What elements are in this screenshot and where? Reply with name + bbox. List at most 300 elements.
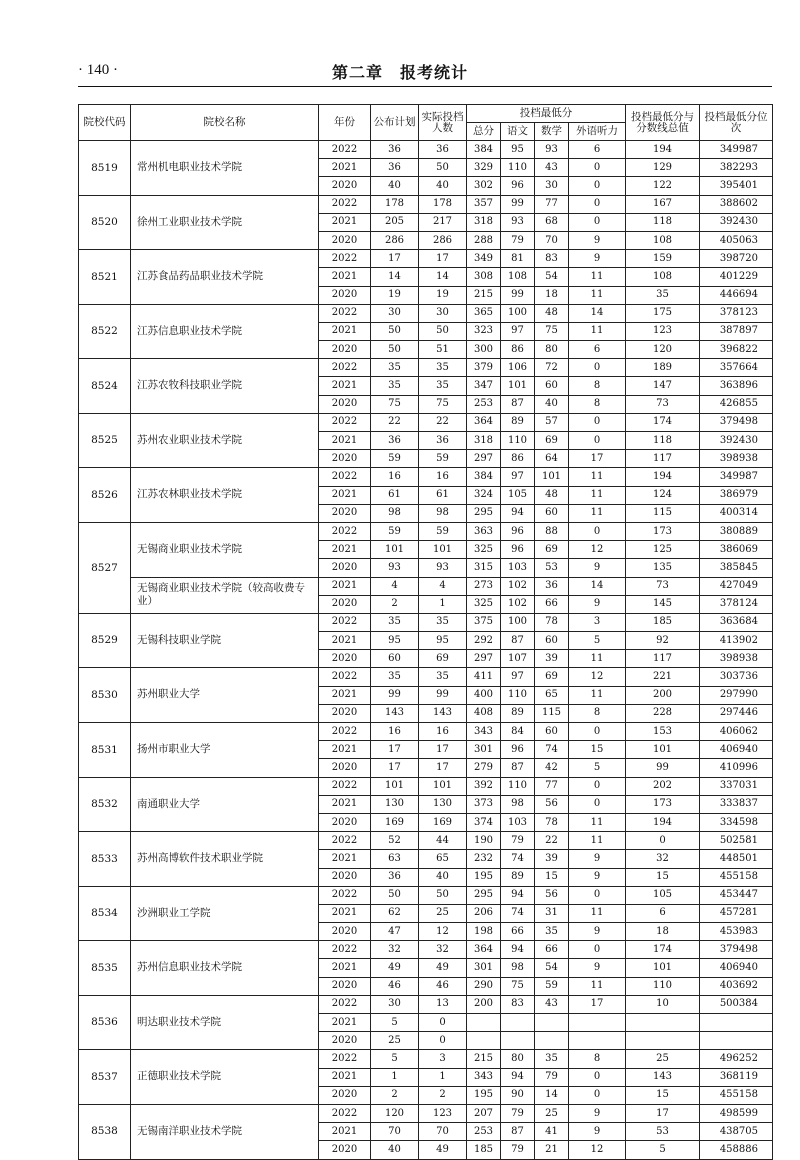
cell-actual: 50 (419, 886, 467, 904)
cell-year: 2021 (319, 159, 371, 177)
school-code: 8530 (79, 668, 131, 723)
cell-plan: 14 (371, 268, 419, 286)
cell-chinese: 96 (501, 177, 535, 195)
cell-actual: 99 (419, 686, 467, 704)
cell-diff: 202 (626, 777, 700, 795)
cell-diff (626, 1032, 700, 1050)
cell-year: 2022 (319, 141, 371, 159)
cell-rank: 386979 (700, 486, 773, 504)
cell-chinese: 89 (501, 413, 535, 431)
cell-plan: 49 (371, 959, 419, 977)
cell-diff: 92 (626, 632, 700, 650)
cell-year: 2022 (319, 777, 371, 795)
cell-chinese: 98 (501, 959, 535, 977)
page-header (0, 0, 800, 100)
cell-math: 35 (535, 923, 569, 941)
cell-rank: 453983 (700, 923, 773, 941)
cell-actual: 169 (419, 813, 467, 831)
cell-chinese: 94 (501, 1068, 535, 1086)
cell-math: 88 (535, 522, 569, 540)
cell-year: 2021 (319, 686, 371, 704)
cell-math: 21 (535, 1141, 569, 1159)
cell-listening: 0 (569, 213, 626, 231)
cell-chinese: 74 (501, 904, 535, 922)
cell-plan: 101 (371, 777, 419, 795)
school-name: 江苏食品药品职业技术学院 (131, 250, 319, 305)
cell-actual: 95 (419, 632, 467, 650)
school-code: 8537 (79, 1050, 131, 1105)
cell-total: 273 (467, 577, 501, 595)
cell-actual: 14 (419, 268, 467, 286)
cell-total: 318 (467, 432, 501, 450)
cell-year: 2021 (319, 432, 371, 450)
table-row (79, 577, 773, 595)
cell-total: 301 (467, 959, 501, 977)
cell-chinese: 95 (501, 141, 535, 159)
cell-diff: 228 (626, 704, 700, 722)
cell-diff: 118 (626, 213, 700, 231)
cell-chinese: 75 (501, 977, 535, 995)
cell-plan: 75 (371, 395, 419, 413)
col-name: 院校名称 (131, 105, 319, 141)
cell-listening: 0 (569, 941, 626, 959)
cell-actual: 1 (419, 595, 467, 613)
school-name: 苏州职业大学 (131, 668, 319, 723)
cell-actual: 13 (419, 995, 467, 1013)
cell-total: 215 (467, 286, 501, 304)
cell-year: 2020 (319, 1032, 371, 1050)
cell-rank: 357664 (700, 359, 773, 377)
cell-listening: 5 (569, 632, 626, 650)
cell-rank: 500384 (700, 995, 773, 1013)
cell-actual: 17 (419, 759, 467, 777)
cell-total: 295 (467, 886, 501, 904)
cell-diff: 101 (626, 741, 700, 759)
cell-plan: 50 (371, 886, 419, 904)
table-row (79, 668, 773, 686)
cell-diff: 15 (626, 868, 700, 886)
cell-plan: 19 (371, 286, 419, 304)
cell-rank: 386069 (700, 541, 773, 559)
cell-listening: 11 (569, 468, 626, 486)
cell-listening: 9 (569, 231, 626, 249)
cell-rank: 405063 (700, 231, 773, 249)
cell-actual: 59 (419, 522, 467, 540)
cell-rank: 363684 (700, 613, 773, 631)
school-name: 常州机电职业技术学院 (131, 141, 319, 196)
cell-diff: 117 (626, 450, 700, 468)
cell-diff: 15 (626, 1086, 700, 1104)
cell-year: 2020 (319, 286, 371, 304)
cell-listening: 11 (569, 650, 626, 668)
cell-year: 2020 (319, 231, 371, 249)
cell-total: 374 (467, 813, 501, 831)
cell-year: 2021 (319, 850, 371, 868)
col-year: 年份 (319, 105, 371, 141)
cell-plan: 61 (371, 486, 419, 504)
col-plan: 公布计划 (371, 105, 419, 141)
table-row (79, 304, 773, 322)
table-row (79, 613, 773, 631)
cell-diff: 73 (626, 577, 700, 595)
cell-total: 301 (467, 741, 501, 759)
cell-year: 2020 (319, 1086, 371, 1104)
cell-year: 2022 (319, 522, 371, 540)
cell-total: 318 (467, 213, 501, 231)
cell-actual: 4 (419, 577, 467, 595)
cell-total: 279 (467, 759, 501, 777)
cell-math: 78 (535, 813, 569, 831)
cell-actual: 25 (419, 904, 467, 922)
cell-diff: 123 (626, 322, 700, 340)
school-name: 扬州市职业大学 (131, 723, 319, 778)
cell-year: 2022 (319, 195, 371, 213)
cell-rank: 297990 (700, 686, 773, 704)
school-name: 无锡科技职业学院 (131, 613, 319, 668)
cell-year: 2021 (319, 904, 371, 922)
cell-listening: 9 (569, 1123, 626, 1141)
cell-actual: 16 (419, 468, 467, 486)
cell-math: 31 (535, 904, 569, 922)
cell-listening: 0 (569, 723, 626, 741)
cell-math: 40 (535, 395, 569, 413)
cell-total: 400 (467, 686, 501, 704)
school-name: 徐州工业职业技术学院 (131, 195, 319, 250)
cell-rank: 388602 (700, 195, 773, 213)
cell-plan: 35 (371, 613, 419, 631)
cell-actual: 50 (419, 322, 467, 340)
cell-chinese: 99 (501, 195, 535, 213)
cell-actual: 93 (419, 559, 467, 577)
cell-math: 57 (535, 413, 569, 431)
cell-rank: 378123 (700, 304, 773, 322)
cell-total: 288 (467, 231, 501, 249)
cell-rank: 395401 (700, 177, 773, 195)
school-name: 沙洲职业工学院 (131, 886, 319, 941)
cell-listening: 9 (569, 850, 626, 868)
cell-plan: 30 (371, 995, 419, 1013)
cell-year: 2021 (319, 268, 371, 286)
cell-actual: 51 (419, 341, 467, 359)
cell-chinese: 86 (501, 450, 535, 468)
cell-total: 411 (467, 668, 501, 686)
cell-actual: 65 (419, 850, 467, 868)
cell-chinese: 107 (501, 650, 535, 668)
cell-chinese: 110 (501, 686, 535, 704)
cell-chinese: 89 (501, 868, 535, 886)
cell-rank: 392430 (700, 213, 773, 231)
cell-actual: 101 (419, 541, 467, 559)
cell-rank: 413902 (700, 632, 773, 650)
cell-diff: 110 (626, 977, 700, 995)
cell-plan: 59 (371, 450, 419, 468)
col-chinese: 语文 (501, 123, 535, 141)
cell-year: 2021 (319, 1123, 371, 1141)
cell-plan: 25 (371, 1032, 419, 1050)
cell-actual: 49 (419, 1141, 467, 1159)
cell-chinese: 94 (501, 941, 535, 959)
cell-chinese: 81 (501, 250, 535, 268)
cell-listening: 9 (569, 250, 626, 268)
cell-chinese: 105 (501, 486, 535, 504)
cell-diff: 122 (626, 177, 700, 195)
cell-chinese: 80 (501, 1050, 535, 1068)
cell-diff: 105 (626, 886, 700, 904)
cell-actual: 16 (419, 723, 467, 741)
cell-rank: 426855 (700, 395, 773, 413)
cell-diff: 17 (626, 1104, 700, 1122)
cell-plan: 32 (371, 941, 419, 959)
cell-rank (700, 1032, 773, 1050)
cell-rank: 333837 (700, 795, 773, 813)
cell-total: 195 (467, 1086, 501, 1104)
cell-plan: 35 (371, 668, 419, 686)
cell-diff: 174 (626, 941, 700, 959)
cell-diff: 147 (626, 377, 700, 395)
cell-math: 93 (535, 141, 569, 159)
cell-diff: 135 (626, 559, 700, 577)
cell-diff: 0 (626, 832, 700, 850)
cell-chinese: 110 (501, 159, 535, 177)
cell-plan: 178 (371, 195, 419, 213)
cell-rank: 448501 (700, 850, 773, 868)
cell-chinese: 98 (501, 795, 535, 813)
cell-plan: 16 (371, 468, 419, 486)
cell-math: 65 (535, 686, 569, 704)
cell-diff: 118 (626, 432, 700, 450)
cell-chinese: 93 (501, 213, 535, 231)
cell-chinese: 96 (501, 522, 535, 540)
cell-year: 2020 (319, 450, 371, 468)
cell-listening: 6 (569, 141, 626, 159)
table-row (79, 1104, 773, 1122)
cell-year: 2020 (319, 868, 371, 886)
cell-listening: 0 (569, 886, 626, 904)
cell-rank: 498599 (700, 1104, 773, 1122)
cell-math: 60 (535, 632, 569, 650)
col-min-group: 投档最低分 (467, 105, 626, 123)
cell-chinese: 101 (501, 377, 535, 395)
cell-chinese: 79 (501, 1141, 535, 1159)
cell-listening: 11 (569, 832, 626, 850)
cell-diff: 5 (626, 1141, 700, 1159)
cell-total: 379 (467, 359, 501, 377)
cell-total: 365 (467, 304, 501, 322)
cell-diff: 108 (626, 268, 700, 286)
cell-listening: 0 (569, 159, 626, 177)
cell-rank: 403692 (700, 977, 773, 995)
cell-math: 35 (535, 1050, 569, 1068)
cell-listening: 9 (569, 959, 626, 977)
cell-rank: 349987 (700, 141, 773, 159)
cell-year: 2020 (319, 977, 371, 995)
cell-math: 30 (535, 177, 569, 195)
cell-plan: 2 (371, 595, 419, 613)
cell-actual: 32 (419, 941, 467, 959)
cell-listening: 9 (569, 559, 626, 577)
cell-plan: 120 (371, 1104, 419, 1122)
cell-plan: 143 (371, 704, 419, 722)
cell-total: 373 (467, 795, 501, 813)
cell-listening: 11 (569, 322, 626, 340)
cell-rank: 400314 (700, 504, 773, 522)
cell-math: 54 (535, 959, 569, 977)
cell-plan: 36 (371, 159, 419, 177)
cell-diff: 185 (626, 613, 700, 631)
page-number: · 140 · (78, 62, 118, 78)
table-row (79, 832, 773, 850)
cell-plan: 36 (371, 141, 419, 159)
cell-actual: 35 (419, 613, 467, 631)
cell-listening: 8 (569, 395, 626, 413)
cell-chinese: 79 (501, 1104, 535, 1122)
cell-math: 48 (535, 486, 569, 504)
cell-total: 325 (467, 595, 501, 613)
cell-rank: 457281 (700, 904, 773, 922)
col-listening: 外语听力 (569, 123, 626, 141)
school-code: 8519 (79, 141, 131, 196)
cell-plan: 36 (371, 868, 419, 886)
cell-listening: 11 (569, 686, 626, 704)
cell-listening: 9 (569, 595, 626, 613)
cell-total: 357 (467, 195, 501, 213)
cell-plan: 50 (371, 341, 419, 359)
cell-math: 69 (535, 541, 569, 559)
cell-rank: 455158 (700, 868, 773, 886)
cell-chinese: 108 (501, 268, 535, 286)
cell-diff: 108 (626, 231, 700, 249)
cell-rank: 297446 (700, 704, 773, 722)
cell-rank (700, 1014, 773, 1032)
cell-math: 39 (535, 650, 569, 668)
cell-actual: 35 (419, 359, 467, 377)
school-code: 8532 (79, 777, 131, 832)
cell-diff: 115 (626, 504, 700, 522)
cell-rank: 453447 (700, 886, 773, 904)
cell-listening: 3 (569, 613, 626, 631)
col-total: 总分 (467, 123, 501, 141)
cell-rank: 446694 (700, 286, 773, 304)
cell-listening (569, 1032, 626, 1050)
cell-math: 115 (535, 704, 569, 722)
cell-total: 384 (467, 468, 501, 486)
cell-total: 295 (467, 504, 501, 522)
cell-total: 297 (467, 650, 501, 668)
cell-plan: 5 (371, 1014, 419, 1032)
cell-listening: 12 (569, 1141, 626, 1159)
cell-total: 325 (467, 541, 501, 559)
cell-rank: 380889 (700, 522, 773, 540)
col-diff: 投档最低分与分数线总值 (626, 105, 700, 141)
cell-total: 300 (467, 341, 501, 359)
cell-year: 2022 (319, 723, 371, 741)
cell-year: 2020 (319, 1141, 371, 1159)
cell-math: 75 (535, 322, 569, 340)
col-rank: 投档最低分位次 (700, 105, 773, 141)
cell-actual: 0 (419, 1014, 467, 1032)
cell-listening: 8 (569, 377, 626, 395)
cell-chinese: 74 (501, 850, 535, 868)
cell-year: 2022 (319, 1050, 371, 1068)
cell-math: 48 (535, 304, 569, 322)
cell-math: 83 (535, 250, 569, 268)
cell-math: 101 (535, 468, 569, 486)
table-row (79, 468, 773, 486)
cell-plan: 36 (371, 432, 419, 450)
cell-year: 2021 (319, 541, 371, 559)
table-row (79, 1050, 773, 1068)
cell-year: 2022 (319, 832, 371, 850)
cell-total: 349 (467, 250, 501, 268)
cell-diff: 120 (626, 341, 700, 359)
cell-year: 2020 (319, 504, 371, 522)
cell-total: 200 (467, 995, 501, 1013)
cell-year: 2022 (319, 995, 371, 1013)
cell-year: 2020 (319, 395, 371, 413)
cell-total: 364 (467, 413, 501, 431)
cell-chinese: 97 (501, 668, 535, 686)
cell-year: 2021 (319, 632, 371, 650)
cell-diff: 194 (626, 468, 700, 486)
cell-listening: 11 (569, 813, 626, 831)
cell-total: 375 (467, 613, 501, 631)
cell-diff: 53 (626, 1123, 700, 1141)
table-row (79, 886, 773, 904)
cell-chinese: 100 (501, 304, 535, 322)
cell-actual: 46 (419, 977, 467, 995)
cell-listening: 9 (569, 923, 626, 941)
cell-year: 2020 (319, 341, 371, 359)
cell-listening: 15 (569, 741, 626, 759)
cell-listening: 9 (569, 868, 626, 886)
cell-rank: 401229 (700, 268, 773, 286)
cell-math: 69 (535, 668, 569, 686)
cell-plan: 93 (371, 559, 419, 577)
cell-year: 2020 (319, 177, 371, 195)
cell-math: 18 (535, 286, 569, 304)
cell-total: 408 (467, 704, 501, 722)
school-code: 8535 (79, 941, 131, 996)
cell-listening: 12 (569, 668, 626, 686)
cell-plan: 50 (371, 322, 419, 340)
cell-diff: 174 (626, 413, 700, 431)
cell-chinese: 110 (501, 777, 535, 795)
cell-listening: 14 (569, 577, 626, 595)
cell-listening: 8 (569, 1050, 626, 1068)
cell-math (535, 1014, 569, 1032)
cell-rank: 410996 (700, 759, 773, 777)
school-code: 8521 (79, 250, 131, 305)
cell-math: 22 (535, 832, 569, 850)
cell-chinese (501, 1032, 535, 1050)
cell-total: 364 (467, 941, 501, 959)
cell-rank: 392430 (700, 432, 773, 450)
cell-math: 80 (535, 341, 569, 359)
col-math: 数学 (535, 123, 569, 141)
cell-plan: 30 (371, 304, 419, 322)
school-name: 正德职业技术学院 (131, 1050, 319, 1105)
cell-total: 329 (467, 159, 501, 177)
cell-actual: 40 (419, 868, 467, 886)
cell-listening: 0 (569, 413, 626, 431)
cell-chinese: 103 (501, 813, 535, 831)
school-code: 8522 (79, 304, 131, 359)
cell-year: 2022 (319, 413, 371, 431)
cell-year: 2022 (319, 359, 371, 377)
cell-math: 59 (535, 977, 569, 995)
cell-actual: 75 (419, 395, 467, 413)
cell-diff: 25 (626, 1050, 700, 1068)
